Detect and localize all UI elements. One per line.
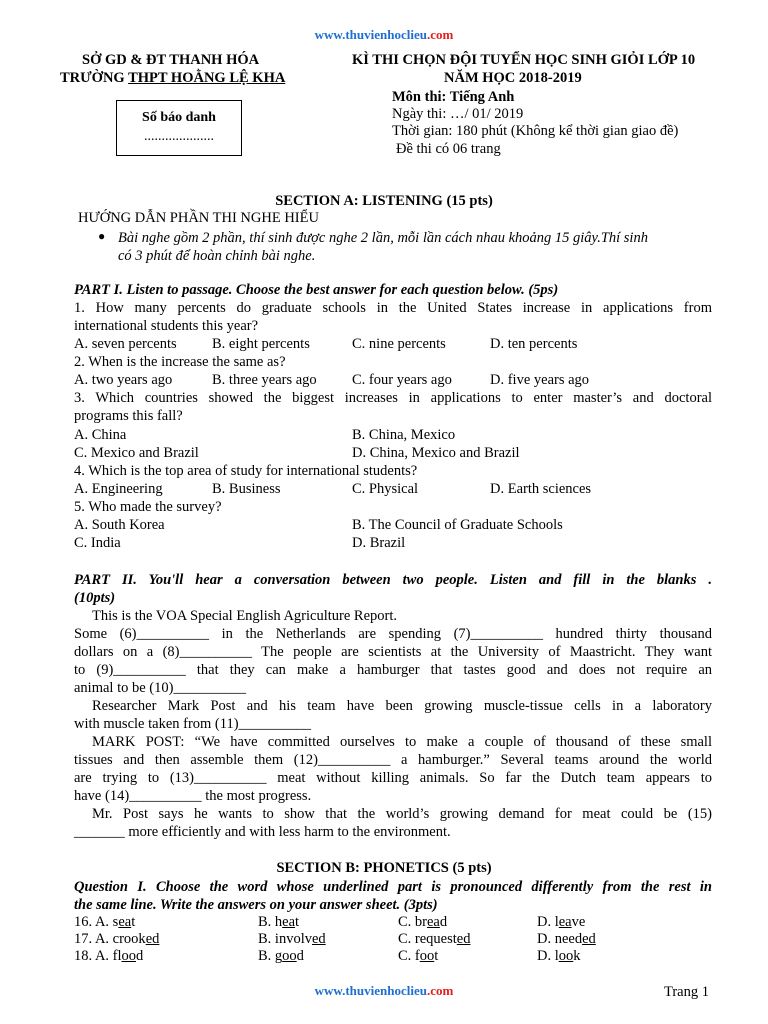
- part2-title-line-1: PART II. You'll hear a conversation between two people. Listen and fill in the blanks .: [74, 572, 712, 588]
- q3-option-d: D. China, Mexico and Brazil: [352, 445, 520, 461]
- item-number: 18. A.: [74, 948, 113, 964]
- site-link-text: www.thuvienhoclieu: [314, 983, 427, 998]
- passage-line: This is the VOA Special English Agriculture Report.: [92, 608, 398, 624]
- underlined-part: ea: [282, 914, 296, 930]
- question-1: [74, 299, 712, 335]
- underlined-part: ed: [456, 931, 471, 947]
- q4-option-d: D. Earth sciences: [490, 481, 592, 497]
- word-part: C. f: [398, 948, 420, 964]
- school-name: [60, 70, 285, 87]
- underlined-part: ea: [118, 914, 132, 930]
- word-part: crook: [112, 931, 146, 947]
- q1-option-b: B. eight percents: [212, 336, 310, 352]
- word-part: B. g: [258, 948, 283, 964]
- site-link-text: www.thuvienhoclieu: [314, 27, 427, 42]
- item-17-option-c: [398, 930, 470, 948]
- passage-line: MARK POST: “We have committed ourselves to make a couple of thousand of these small: [92, 734, 712, 750]
- passage-line: Mr. Post says he wants to show that the world’s growing demand for meat could be (15): [92, 806, 712, 822]
- part2-passage: [74, 607, 712, 841]
- word-part: s: [112, 914, 119, 930]
- word-part: C. request: [398, 931, 457, 947]
- q2-option-c: C. four years ago: [352, 372, 452, 388]
- q4-option-c: C. Physical: [352, 481, 419, 497]
- underlined-part: ed: [582, 931, 596, 947]
- section-b-title: SECTION B: PHONETICS (5 pts): [276, 860, 492, 876]
- item-16-option-d: [537, 913, 585, 931]
- word-part: k: [573, 948, 581, 964]
- instructions-line-2: có 3 phút để hoàn chỉnh bài nghe.: [118, 248, 316, 264]
- word-part: D. l: [537, 914, 559, 930]
- q5-option-b: B. The Council of Graduate Schools: [352, 517, 563, 533]
- question-3-line-2: programs this fall?: [74, 408, 183, 424]
- item-18-option-c: [398, 947, 438, 965]
- exam-pages: Đề thi có 06 trang: [396, 141, 501, 157]
- q5-option-a: A. South Korea: [74, 517, 165, 533]
- item-number: 16. A.: [74, 914, 113, 930]
- part2-title-line-2: (10pts): [74, 590, 116, 606]
- q2-option-b: B. three years ago: [212, 372, 317, 388]
- school-year: NĂM HỌC 2018-2019: [444, 70, 582, 86]
- school-title: THPT HOẰNG LỆ KHA: [128, 70, 286, 86]
- question-4: 4. Which is the top area of study for international students?: [74, 463, 418, 479]
- q5-option-d: D. Brazil: [352, 535, 406, 551]
- site-link-top[interactable]: [0, 27, 768, 43]
- passage-line: _______ more efficiently and with less harm to the environment.: [74, 824, 451, 840]
- item-number: 17. A.: [74, 931, 113, 947]
- underlined-part: oo: [558, 948, 574, 964]
- section-a-title: SECTION A: LISTENING (15 pts): [275, 193, 493, 209]
- underlined-part: ea: [558, 914, 572, 930]
- passage-line: Some (6)__________ in the Netherlands are spending (7)__________ hundred thirty thousand: [74, 626, 712, 642]
- q4-option-a: A. Engineering: [74, 481, 163, 497]
- underlined-part: ed: [145, 931, 160, 947]
- question-2: 2. When is the increase the same as?: [74, 354, 286, 370]
- listening-instructions: [118, 229, 648, 265]
- candidate-number-label: Số báo danh: [142, 110, 216, 125]
- exam-time: Thời gian: 180 phút (Không kể thời gian giao đề): [392, 123, 679, 139]
- question-3-line-1: 3. Which countries showed the biggest increases in applications to enter master’s and doctoral: [74, 390, 712, 406]
- word-part: B. involv: [258, 931, 312, 947]
- word-part: d: [296, 948, 304, 964]
- q5-option-c: C. India: [74, 535, 121, 551]
- site-link-bottom[interactable]: [0, 983, 768, 999]
- passage-line: to (9)__________ that they can make a hamburger that tastes good and does not require an: [74, 662, 712, 678]
- word-part: t: [434, 948, 439, 964]
- exam-date: Ngày thi: …/ 01/ 2019: [392, 106, 524, 122]
- word-part: D. need: [537, 931, 583, 947]
- underlined-part: oo: [419, 948, 435, 964]
- word-part: t: [131, 914, 136, 930]
- word-part: d: [439, 914, 448, 930]
- instructions-line-1: Bài nghe gồm 2 phần, thí sinh được nghe 2 lần, mỗi lần cách nhau khoảng 15 giây.Thí sinh: [118, 230, 648, 246]
- question-1-line-1: 1. How many percents do graduate schools in the United States increase in applications from: [74, 300, 712, 316]
- q1-option-a: A. seven percents: [74, 336, 177, 352]
- phonetics-question-line-1: Question I. Choose the word whose underlined part is pronounced differently from the rest in: [74, 879, 712, 895]
- item-18-option-d: [537, 947, 581, 965]
- passage-line: dollars on a (8)__________ The people are scientists at the University of Maastricht. They want: [74, 644, 712, 660]
- word-part: D. l: [537, 948, 559, 964]
- listening-guide-title: HƯỚNG DẪN PHẦN THI NGHE HIỂU: [78, 210, 319, 226]
- q3-option-b: B. China, Mexico: [352, 427, 456, 443]
- item-17-option-b: [258, 930, 326, 948]
- question-5: 5. Who made the survey?: [74, 499, 222, 515]
- word-part: C. br: [398, 914, 427, 930]
- department-name: SỞ GD & ĐT THANH HÓA: [82, 52, 260, 68]
- q2-option-a: A. two years ago: [74, 372, 173, 388]
- passage-line: animal to be (10)__________: [74, 680, 246, 696]
- question-3: [74, 389, 712, 425]
- underlined-part: oo: [121, 948, 137, 964]
- underlined-part: ea: [427, 914, 440, 930]
- exam-title: KÌ THI CHỌN ĐỘI TUYỂN HỌC SINH GIỎI LỚP 10: [352, 52, 696, 68]
- word-part: d: [136, 948, 144, 964]
- underlined-part: ed: [311, 931, 326, 947]
- item-17-option-d: [537, 930, 596, 948]
- q1-option-d: D. ten percents: [490, 336, 578, 352]
- phonetics-question-1: [74, 878, 712, 914]
- q3-option-a: A. China: [74, 427, 127, 443]
- q4-option-b: B. Business: [212, 481, 281, 497]
- item-18-option-b: [258, 947, 304, 965]
- word-part: B. h: [258, 914, 283, 930]
- site-link-domain: .com: [426, 983, 454, 998]
- item-17-option-a: [74, 930, 159, 948]
- exam-subject: Môn thi: Tiếng Anh: [392, 89, 515, 105]
- passage-line: tissues and then assemble them (12)__________ a hamburger.” Several teams around the world: [74, 752, 712, 768]
- site-link-domain: .com: [426, 27, 454, 42]
- passage-line: have (14)__________ the most progress.: [74, 788, 312, 804]
- q2-option-d: D. five years ago: [490, 372, 590, 388]
- bullet-icon: ●: [98, 229, 106, 243]
- word-part: ve: [571, 914, 586, 930]
- phonetics-question-line-2: the same line. Write the answers on your answer sheet. (3pts): [74, 897, 438, 913]
- passage-line: with muscle taken from (11)__________: [74, 716, 312, 732]
- passage-line: Researcher Mark Post and his team have been growing muscle-tissue cells in a laboratory: [92, 698, 712, 714]
- underlined-part: oo: [282, 948, 297, 964]
- item-16-option-a: [74, 913, 135, 931]
- item-18-option-a: [74, 947, 143, 965]
- candidate-number-box: [116, 100, 242, 156]
- passage-line: are trying to (13)__________ meat without killing animals. So far the Dutch team appears to: [74, 770, 712, 786]
- question-1-line-2: international students this year?: [74, 318, 259, 334]
- page-number: Trang 1: [664, 984, 709, 1000]
- part1-title: PART I. Listen to passage. Choose the best answer for each question below. (5ps): [74, 282, 559, 298]
- item-16-option-b: [258, 913, 299, 931]
- item-16-option-c: [398, 913, 447, 931]
- word-part: t: [295, 914, 300, 930]
- part2-title: [74, 571, 712, 607]
- q1-option-c: C. nine percents: [352, 336, 446, 352]
- candidate-number-dots: ....................: [144, 129, 214, 144]
- school-prefix: TRƯỜNG: [60, 70, 129, 86]
- q3-option-c: C. Mexico and Brazil: [74, 445, 199, 461]
- word-part: fl: [112, 948, 122, 964]
